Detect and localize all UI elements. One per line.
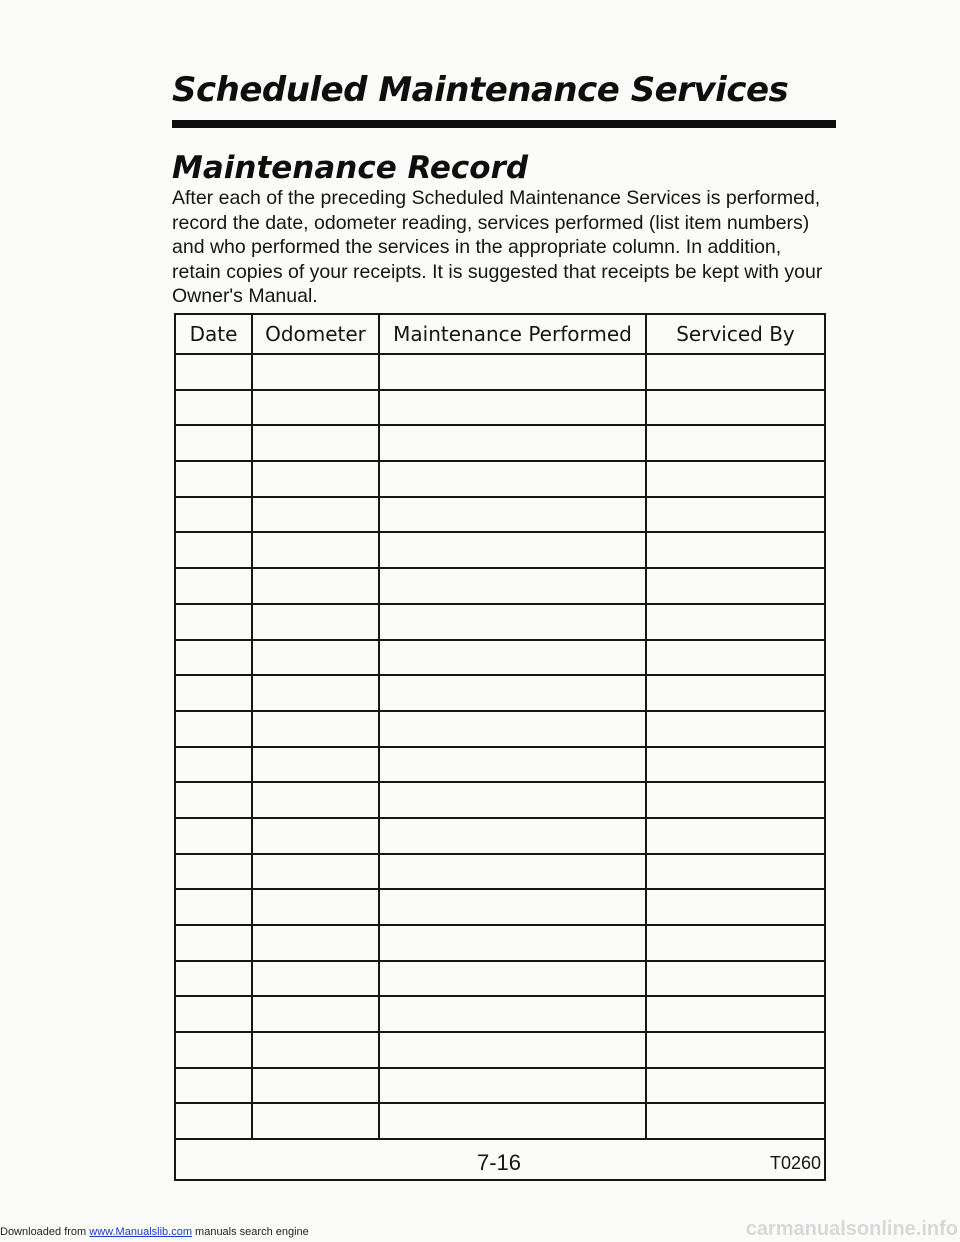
table-cell[interactable] [175,532,252,568]
table-row [175,461,825,497]
footer-prefix: Downloaded from [0,1226,90,1238]
table-cell[interactable] [252,1032,379,1068]
table-cell[interactable] [379,640,646,676]
table-cell[interactable] [646,425,825,461]
table-cell[interactable] [646,747,825,783]
column-header-serviced-by: Serviced By [646,314,825,354]
table-cell[interactable] [646,925,825,961]
column-header-odometer: Odometer [252,314,379,354]
table-cell[interactable] [646,354,825,390]
table-cell[interactable] [379,889,646,925]
table-cell[interactable] [252,1103,379,1139]
table-row [175,961,825,997]
table-cell[interactable] [175,925,252,961]
table-row [175,354,825,390]
column-header-date: Date [175,314,252,354]
table-row [175,889,825,925]
table-cell[interactable] [379,568,646,604]
table-cell[interactable] [646,996,825,1032]
page-number: 7-16 [476,1150,522,1175]
table-cell[interactable] [175,854,252,890]
table-cell[interactable] [379,425,646,461]
table-cell[interactable] [252,354,379,390]
table-cell[interactable] [252,889,379,925]
table-cell[interactable] [379,925,646,961]
table-row [175,1068,825,1104]
table-row [175,390,825,426]
table-cell[interactable] [646,640,825,676]
table-row [175,425,825,461]
table-cell[interactable] [175,818,252,854]
table-cell[interactable] [379,1068,646,1104]
table-cell[interactable] [646,568,825,604]
table-row [175,1103,825,1139]
table-row [175,747,825,783]
table-cell[interactable] [175,461,252,497]
table-cell[interactable] [646,889,825,925]
table-cell[interactable] [175,1032,252,1068]
table-cell[interactable] [252,425,379,461]
table-row [175,640,825,676]
table-cell[interactable] [175,640,252,676]
table-cell[interactable] [379,961,646,997]
table-cell[interactable] [175,604,252,640]
table-cell[interactable] [175,675,252,711]
table-cell[interactable] [252,532,379,568]
table-cell[interactable] [252,604,379,640]
table-cell[interactable] [379,1032,646,1068]
table-cell[interactable] [379,782,646,818]
table-cell[interactable] [646,604,825,640]
table-cell[interactable] [175,497,252,533]
table-cell[interactable] [379,390,646,426]
table-cell[interactable] [175,782,252,818]
manualslib-link[interactable]: www.Manualslib.com [89,1226,192,1238]
table-cell[interactable] [379,675,646,711]
table-cell[interactable] [379,711,646,747]
table-cell[interactable] [646,461,825,497]
table-row [175,1032,825,1068]
table-row [175,996,825,1032]
table-cell[interactable] [646,390,825,426]
table-cell[interactable] [175,425,252,461]
table-cell[interactable] [252,1068,379,1104]
download-footer [0,1226,309,1238]
table-cell[interactable] [175,747,252,783]
table-cell[interactable] [646,497,825,533]
table-cell[interactable] [379,532,646,568]
section-title: Scheduled Maintenance Services [172,70,789,110]
maintenance-record-table [174,313,826,1181]
table-cell[interactable] [252,961,379,997]
table-row [175,532,825,568]
table-cell[interactable] [252,568,379,604]
table-row [175,818,825,854]
site-watermark: carmanualsonline.info [745,1218,958,1240]
table-cell[interactable] [646,961,825,997]
table-cell[interactable] [379,604,646,640]
table-cell[interactable] [379,354,646,390]
table-cell[interactable] [646,711,825,747]
table-cell[interactable] [379,1103,646,1139]
table-cell[interactable] [646,1068,825,1104]
table-cell[interactable] [252,711,379,747]
title-rule [172,120,836,128]
table-cell[interactable] [252,854,379,890]
table-cell[interactable] [379,747,646,783]
table-row [175,568,825,604]
table-cell[interactable] [175,1068,252,1104]
table-row [175,925,825,961]
table-cell[interactable] [646,675,825,711]
table-cell[interactable] [646,854,825,890]
table-cell[interactable] [646,1032,825,1068]
footer-suffix: manuals search engine [191,1226,309,1238]
table-row [175,497,825,533]
table-row [175,711,825,747]
table-body [175,354,825,1180]
table-cell[interactable] [252,747,379,783]
table-cell[interactable] [646,782,825,818]
figure-code: T0260 [175,1139,825,1180]
table-row [175,604,825,640]
intro-paragraph: After each of the preceding Scheduled Maintenance Services is performed, record the date, odometer reading, services performed (list item numbers) and who performed the services in the appropriate column. In addition, retain copies of your receipts. It is suggested that receipts be kept with your Owner's Manual. [172,187,823,307]
table-cell[interactable] [175,961,252,997]
column-header-maintenance-performed: Maintenance Performed [379,314,646,354]
table-cell[interactable] [175,354,252,390]
table-cell[interactable] [175,390,252,426]
table-cell[interactable] [252,782,379,818]
page-subtitle: Maintenance Record [172,150,529,186]
table-cell[interactable] [646,818,825,854]
table-cell[interactable] [252,818,379,854]
table-cell[interactable] [252,497,379,533]
table-cell[interactable] [175,1103,252,1139]
table-cell[interactable] [379,854,646,890]
table-cell[interactable] [175,711,252,747]
table-cell[interactable] [175,889,252,925]
table-cell[interactable] [175,996,252,1032]
table-cell[interactable] [252,996,379,1032]
table-cell[interactable] [252,390,379,426]
table-row [175,675,825,711]
table-cell[interactable] [175,568,252,604]
table-cell[interactable] [646,1103,825,1139]
table-cell[interactable] [379,461,646,497]
table-cell[interactable] [379,497,646,533]
table-row [175,782,825,818]
table-cell[interactable] [379,996,646,1032]
table-cell[interactable] [379,818,646,854]
table-row [175,854,825,890]
table-cell[interactable] [252,461,379,497]
table-cell[interactable] [646,532,825,568]
table-cell[interactable] [252,640,379,676]
table-cell[interactable] [252,925,379,961]
table-cell[interactable] [252,675,379,711]
table-header-row [175,314,825,354]
